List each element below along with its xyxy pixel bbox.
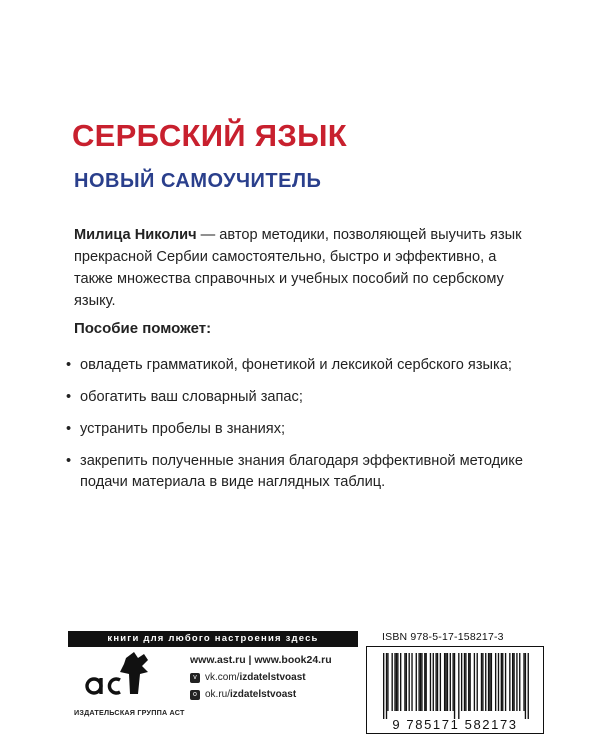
barcode-bar [519,653,520,711]
barcode-bar [426,653,427,711]
barcode-bar [469,653,470,711]
barcode-bar [465,653,466,711]
list-item [64,419,534,440]
bullet-icon: • [66,389,72,405]
author-description [74,224,534,312]
barcode-bar [406,653,407,711]
list-item-text: обогатить ваш словарный запас; [80,389,303,405]
vk-handle: izdatelstvoast [239,672,306,683]
barcode-bar [397,653,398,711]
barcode-bar [387,653,388,711]
barcode-bar [502,653,503,711]
bullet-icon: • [66,453,72,469]
benefits-list [64,344,534,493]
publisher-links [190,652,332,703]
barcode-bar [404,653,405,711]
barcode-bar [481,653,482,711]
publisher-name: ИЗДАТЕЛЬСКАЯ ГРУППА АСТ [74,708,185,717]
barcode-bar [454,653,455,719]
author-bio: автор методики, позволяющей выучить язык прекрасной Сербии самостоятельно, быстро и эффективно, а также множества справочных и учебных пособий по сербскому языку. [74,227,522,309]
barcode-bar [450,653,451,711]
barcode-bar [424,653,425,711]
barcode-bar [482,653,483,711]
barcode-bar [488,653,489,711]
barcode-bar [440,653,441,711]
list-item [64,355,534,376]
barcode-bar [489,653,490,711]
ok-icon: o [190,690,200,700]
bullet-icon: • [66,357,72,373]
barcode-bar [461,653,462,711]
ok-handle: izdatelstvoast [230,689,297,700]
barcode-bar [491,653,492,711]
ok-prefix: ok.ru/ [205,689,231,700]
barcode-bar [418,653,419,711]
barcode-bar [416,653,417,711]
barcode-bar [512,653,513,711]
barcode-bar [485,653,486,711]
barcode-bar [411,653,412,711]
barcode-bar [498,653,499,711]
list-item-text: закрепить полученные знания благодаря эффективной методике подачи материала в виде наглядных таблиц. [80,453,523,490]
barcode-bar [435,653,436,711]
barcode-bar [523,653,524,711]
barcode-bar [392,653,393,711]
barcode-bar [409,653,410,711]
list-item [64,451,534,493]
ok-link[interactable] [190,686,332,703]
author-dash: — [196,227,220,243]
barcode-bar [501,653,502,711]
barcode-bar [474,653,475,711]
barcode-bar [421,653,422,711]
barcode-bar [468,653,469,711]
barcode [366,646,544,734]
list-item-text: устранить пробелы в знаниях; [80,421,286,437]
list-item [64,387,534,408]
slogan-banner: книги для любого настроения здесь [68,631,358,647]
barcode-bar [445,653,446,711]
barcode-bar [430,653,431,711]
bullet-icon: • [66,421,72,437]
ast-logo-icon [82,648,160,702]
barcode-bar [394,653,395,711]
website-links[interactable]: www.ast.ru | www.book24.ru [190,654,332,666]
barcode-bar [383,653,384,719]
barcode-bars [383,653,529,719]
barcode-bar [396,653,397,711]
author-name: Милица Николич [74,227,197,243]
barcode-bar [444,653,445,711]
book-title: СЕРБСКИЙ ЯЗЫК [72,118,347,153]
barcode-bar [447,653,448,711]
benefits-heading: Пособие поможет: [74,320,212,337]
barcode-bar [458,653,459,719]
barcode-digits: 9 785171 582173 [392,717,518,732]
barcode-bar [495,653,496,711]
barcode-bar [528,653,529,719]
barcode-bar [420,653,421,711]
barcode-bar [437,653,438,711]
barcode-bar [505,653,506,711]
barcode-bar [386,653,387,719]
barcode-bar [464,653,465,711]
list-item-text: овладеть грамматикой, фонетикой и лексикой сербского языка; [80,357,512,373]
barcode-bar [433,653,434,711]
vk-icon: v [190,673,200,683]
barcode-bar [452,653,453,711]
barcode-bar [400,653,401,711]
isbn-label: ISBN 978-5-17-158217-3 [382,631,504,643]
vk-prefix: vk.com/ [205,672,240,683]
barcode-bar [525,653,526,719]
barcode-bar [509,653,510,711]
barcode-bar [513,653,514,711]
vk-link[interactable] [190,669,332,686]
book-subtitle: НОВЫЙ САМОУЧИТЕЛЬ [74,170,322,192]
barcode-bar [477,653,478,711]
barcode-bar [516,653,517,711]
